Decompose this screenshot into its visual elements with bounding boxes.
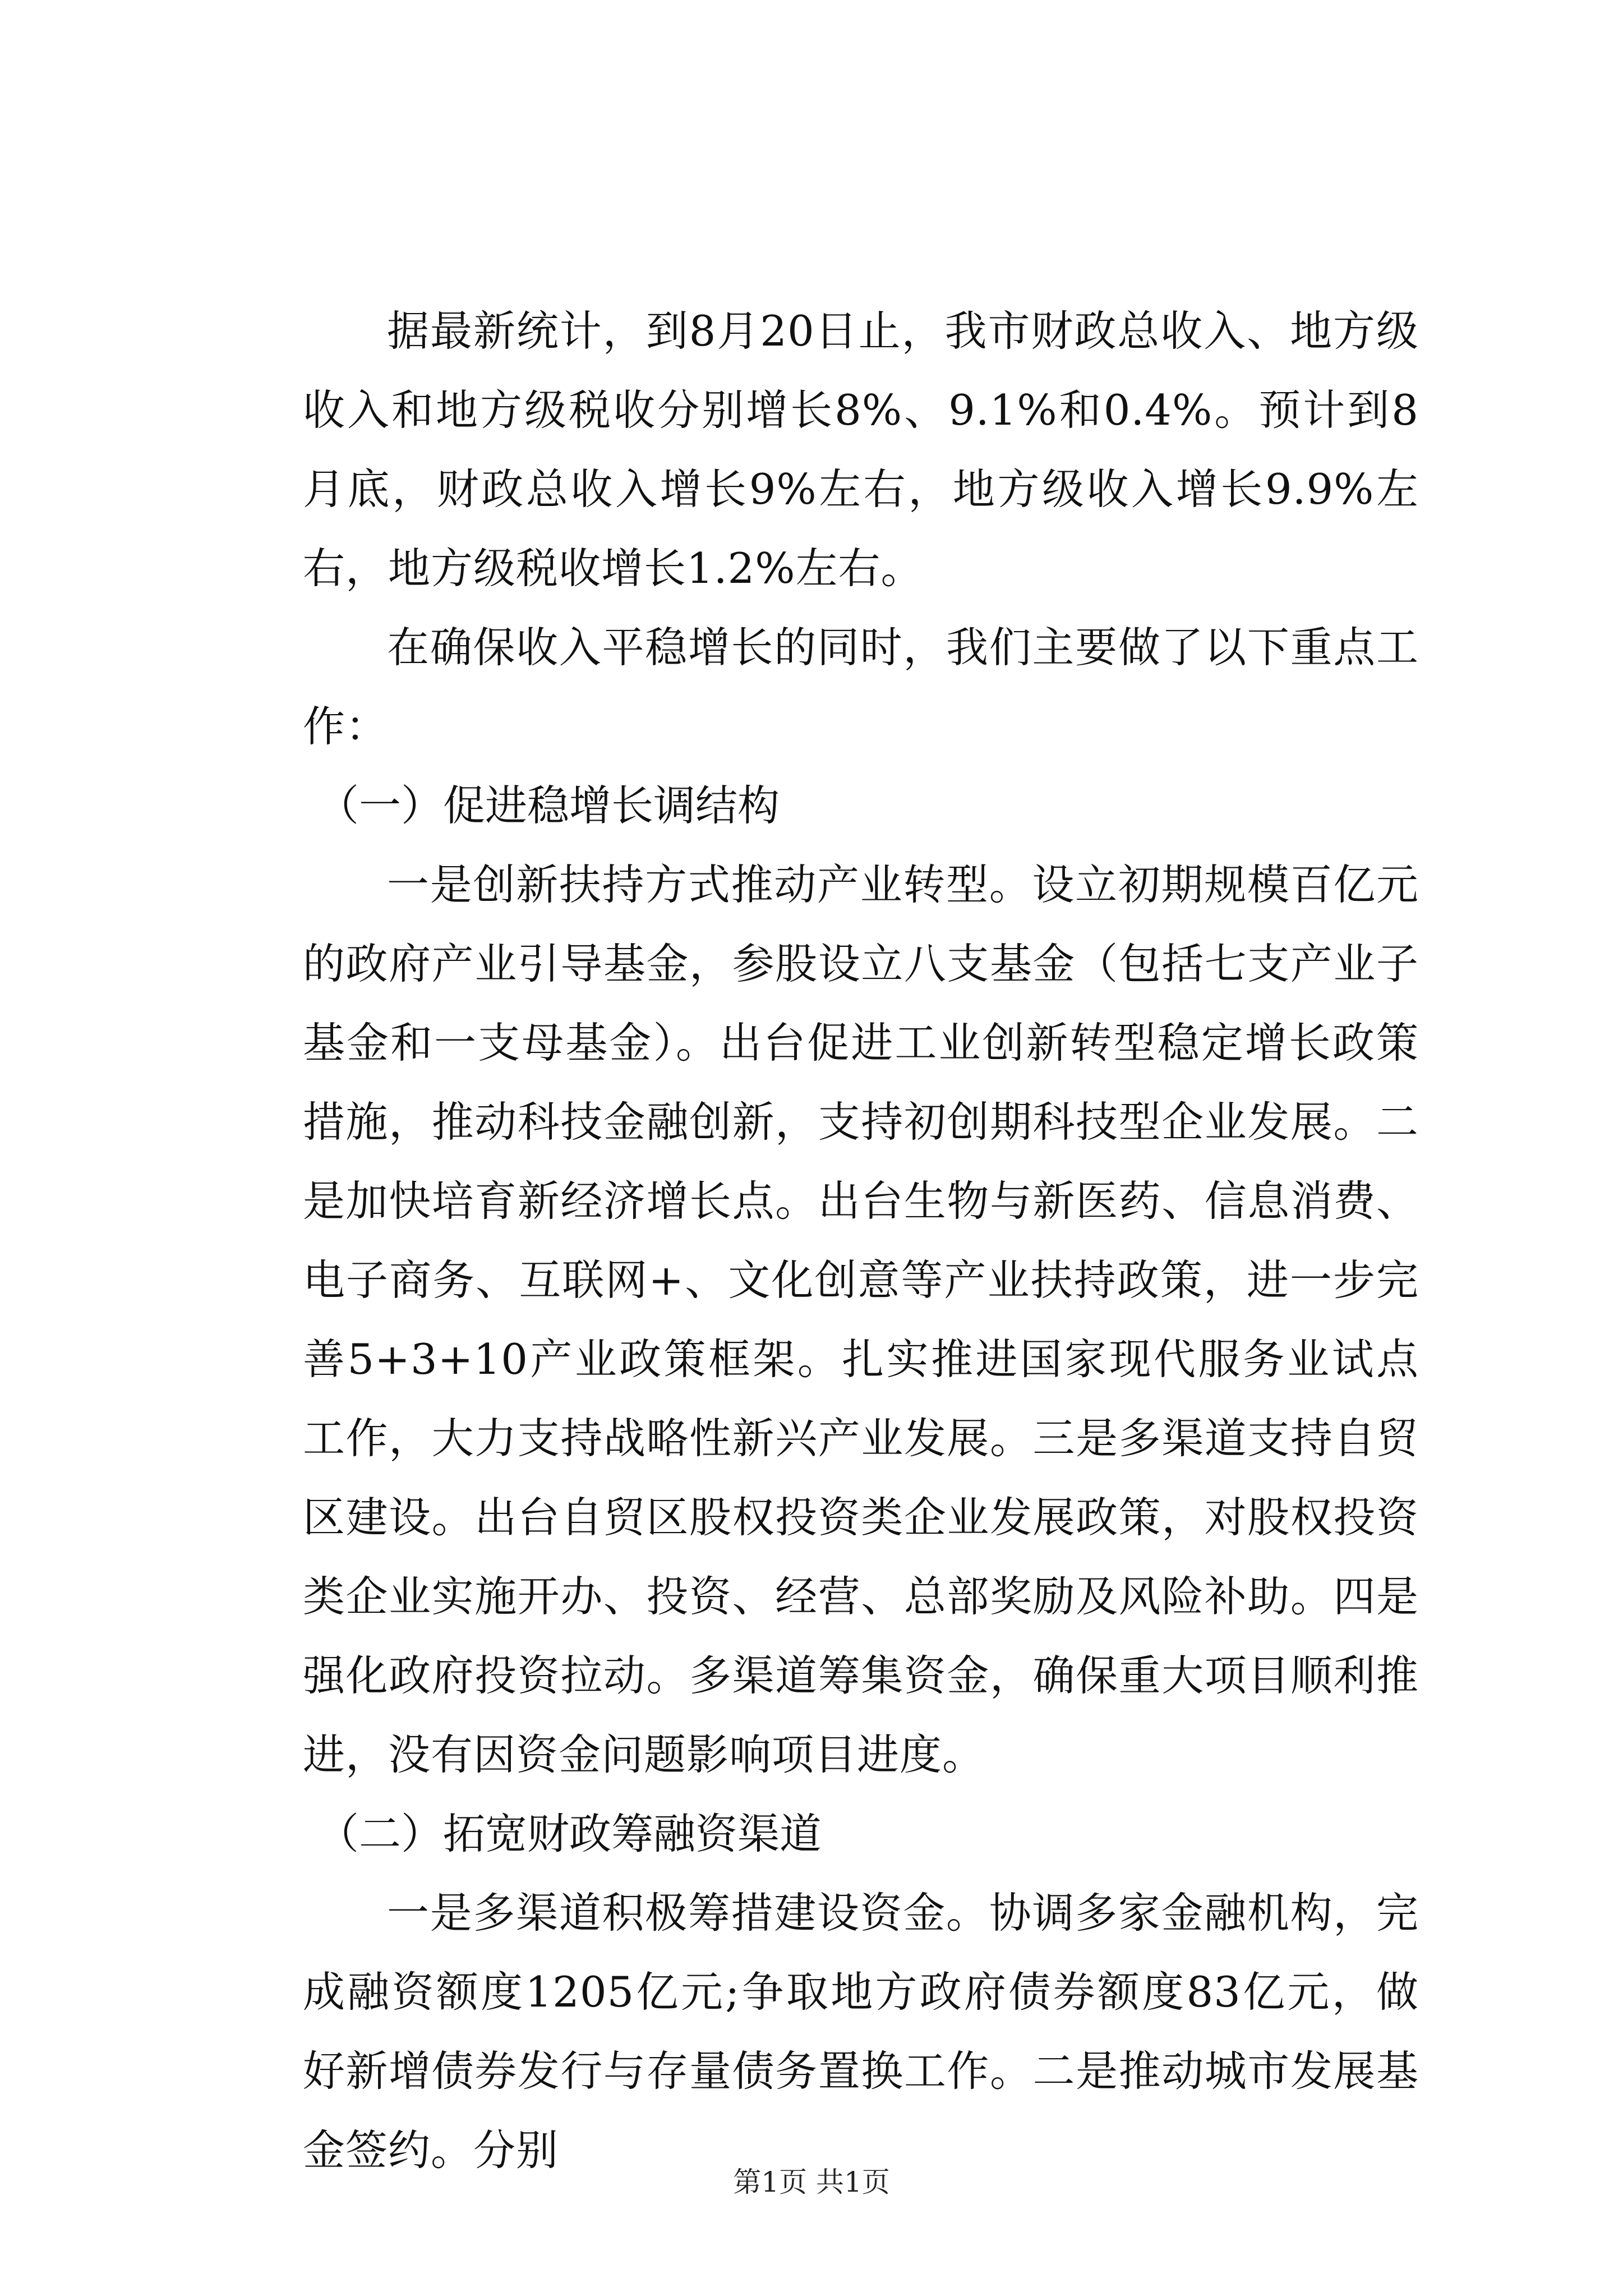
document-body bbox=[303, 292, 1419, 2190]
paragraph-key-work-intro: 在确保收入平稳增长的同时，我们主要做了以下重点工作： bbox=[303, 623, 1419, 751]
paragraph-revenue-stats: 据最新统计，到8月20日止，我市财政总收入、地方级收入和地方级税收分别增长8%、9.1%和0.4%。预计到8月底，财政总收入增长9%左右，地方级收入增长9.9%左右，地方级税收增长1.2%左右。 bbox=[303, 306, 1419, 593]
section-heading-2: （二）拓宽财政筹融资渠道 bbox=[317, 1809, 822, 1858]
page-footer: 第1页 共1页 bbox=[733, 2166, 890, 2198]
paragraph-section-2: 一是多渠道积极筹措建设资金。协调多家金融机构，完成融资额度1205亿元;争取地方政府债券额度83亿元，做好新增债券发行与存量债务置换工作。二是推动城市发展基金签约。分别 bbox=[303, 1888, 1419, 2175]
paragraph-section-1: 一是创新扶持方式推动产业转型。设立初期规模百亿元的政府产业引导基金，参股设立八支基金（包括七支产业子基金和一支母基金）。出台促进工业创新转型稳定增长政策措施，推动科技金融创新，支持初创期科技型企业发展。二是加快培育新经济增长点。出台生物与新医药、信息消费、电子商务、互联网+、文化创意等产业扶持政策，进一步完善5+3+10产业政策框架。扎实推进国家现代服务业试点工作，大力支持战略性新兴产业发展。三是多渠道支持自贸区建设。出台自贸区股权投资类企业发展政策，对股权投资类企业实施开办、投资、经营、总部奖励及风险补助。四是强化政府投资拉动。多渠道筹集资金，确保重大项目顺利推进，没有因资金问题影响项目进度。 bbox=[303, 860, 1419, 1779]
section-heading-1: （一）促进稳增长调结构 bbox=[317, 781, 780, 830]
